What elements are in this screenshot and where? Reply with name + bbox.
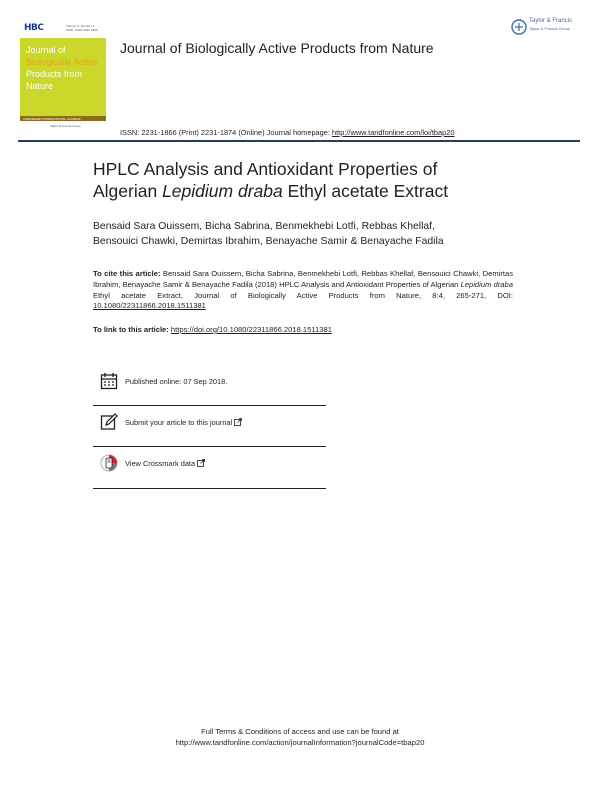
citation-doi-link[interactable]: 10.1080/22311866.2018.1511381 xyxy=(93,301,206,311)
row-divider xyxy=(93,405,326,406)
publisher-subtitle: Taylor & Francis Group xyxy=(529,26,570,31)
edit-icon xyxy=(100,413,118,431)
cover-logo: HBC xyxy=(24,23,44,33)
citation-block xyxy=(93,269,513,312)
crossmark-row[interactable] xyxy=(93,451,326,477)
article-title-suffix: Ethyl acetate Extract xyxy=(282,181,449,201)
journal-homepage-link[interactable]: http://www.tandfonline.com/loi/tbap20 xyxy=(332,128,455,137)
external-link-icon xyxy=(234,418,242,426)
article-doi-link[interactable]: https://doi.org/10.1080/22311866.2018.1511381 xyxy=(170,325,332,334)
submit-article-link[interactable]: Submit your article to this journal xyxy=(125,418,242,427)
article-title-prefix: Algerian xyxy=(93,181,163,201)
published-online-row xyxy=(93,369,326,395)
cover-meta: Volume 8 · Number 4 · 2018 · ISSN 2231-1866 xyxy=(66,24,98,32)
authors-line: Bensouici Chawki, Demirtas Ibrahim, Benayache Samir & Benayache Fadila xyxy=(93,235,444,247)
page-footer xyxy=(0,727,600,748)
article-title-line1: HPLC Analysis and Antioxidant Properties of xyxy=(93,159,438,179)
citation-text-continued: Ethyl acetate Extract, Journal of Biologically Active Products from Nature, 8:4, 265-271, DOI: xyxy=(93,290,513,300)
row-divider xyxy=(93,488,326,489)
cover-band-text: A REVIEWED INTERNATIONAL JOURNAL xyxy=(23,117,82,121)
journal-cover xyxy=(20,20,106,134)
cover-title-line: Journal of xyxy=(26,45,66,55)
article-link-block xyxy=(93,325,513,335)
issn-line xyxy=(120,128,454,137)
publisher-name: Taylor & Francis xyxy=(529,18,573,24)
cover-title xyxy=(26,44,102,92)
article-title xyxy=(93,158,533,202)
published-online-text: Published online: 07 Sep 2018. xyxy=(125,377,228,386)
author-list xyxy=(93,220,523,249)
calendar-icon xyxy=(100,372,118,390)
cover-title-line: Products from xyxy=(26,69,83,79)
cover-title-line: Nature xyxy=(26,81,54,91)
crossmark-link[interactable]: View Crossmark data xyxy=(125,459,205,468)
citation-label: To cite this article: xyxy=(93,269,161,278)
row-divider xyxy=(93,446,326,447)
footer-terms-url[interactable]: http://www.tandfonline.com/action/journalInformation?journalCode=tbap20 xyxy=(175,737,425,747)
article-link-label: To link to this article: xyxy=(93,325,171,334)
submit-article-row[interactable] xyxy=(93,410,326,436)
citation-species: Lepidium draba xyxy=(460,279,513,289)
footer-terms-text: Full Terms & Conditions of access and use can be found at xyxy=(201,727,399,736)
external-link-icon xyxy=(197,459,205,467)
header-divider xyxy=(18,140,580,142)
crossmark-icon xyxy=(100,454,118,472)
cover-title-line: Biologically Active xyxy=(26,57,98,67)
citation-text: Bensaid Sara Ouissem, Bicha Sabrina, Benmekhebi Lotfi, Rebbas Khellaf, Bensouici Chawki, Demirtas Ibrahim, Benayache Samir & Benayache Fadila (2018) HPLC Analysis and Antioxidant Properties of Algerian xyxy=(93,269,513,289)
issn-text: ISSN: 2231-1866 (Print) 2231-1874 (Online) Journal homepage: xyxy=(120,128,332,137)
cover-foot-text: Taylor & Francis Group xyxy=(50,124,81,128)
article-title-species: Lepidium draba xyxy=(162,181,283,201)
authors-line: Bensaid Sara Ouissem, Bicha Sabrina, Benmekhebi Lotfi, Rebbas Khellaf, xyxy=(93,221,435,232)
journal-title: Journal of Biologically Active Products from Nature xyxy=(120,40,434,56)
